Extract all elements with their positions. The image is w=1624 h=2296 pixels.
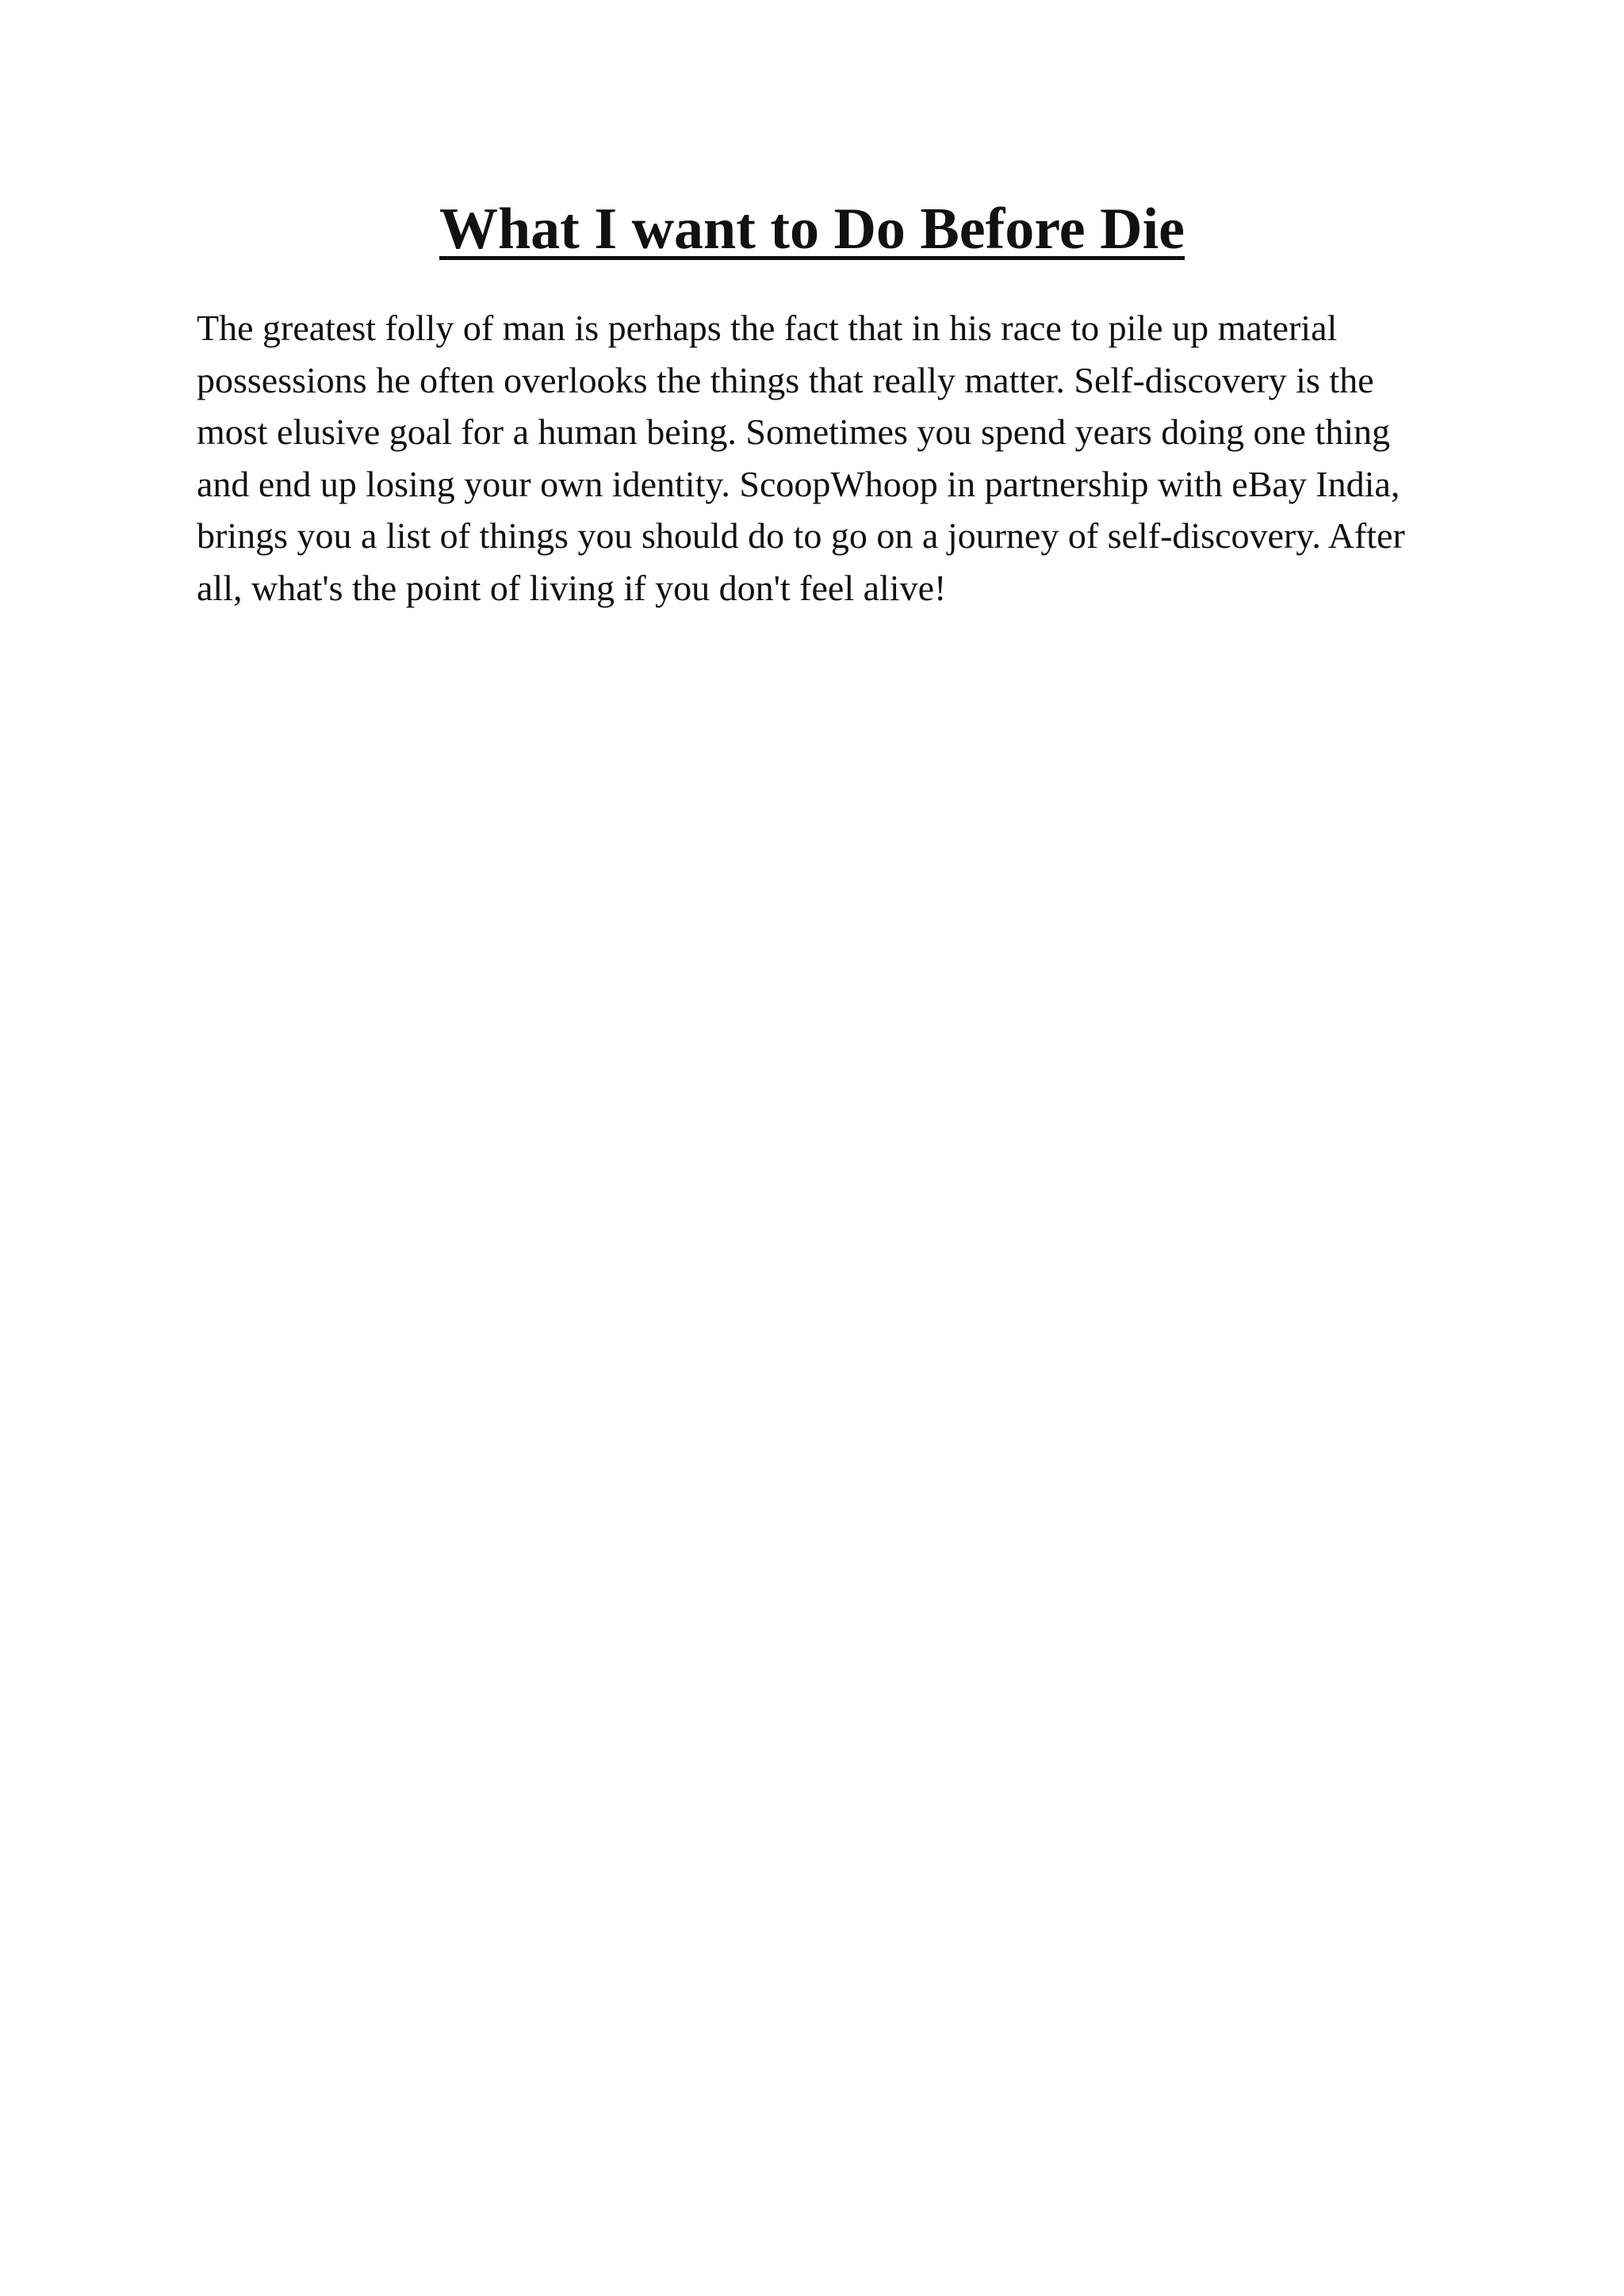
- paragraph-line: brings you a list of things you should do to go on a journey of self-discovery. After: [197, 515, 1405, 556]
- intro-paragraph: [197, 302, 1450, 614]
- paragraph-line: all, what's the point of living if you don't feel alive!: [197, 567, 947, 608]
- document-title-text: What I want to Do Before Die: [439, 197, 1185, 262]
- paragraph-line: and end up losing your own identity. ScoopWhoop in partnership with eBay India,: [197, 463, 1400, 504]
- paragraph-line: most elusive goal for a human being. Sometimes you spend years doing one thing: [197, 411, 1390, 452]
- paragraph-line: The greatest folly of man is perhaps the fact that in his race to pile up material: [197, 308, 1338, 348]
- document-title: [0, 193, 1624, 265]
- paragraph-line: possessions he often overlooks the things that really matter. Self-discovery is the: [197, 359, 1374, 400]
